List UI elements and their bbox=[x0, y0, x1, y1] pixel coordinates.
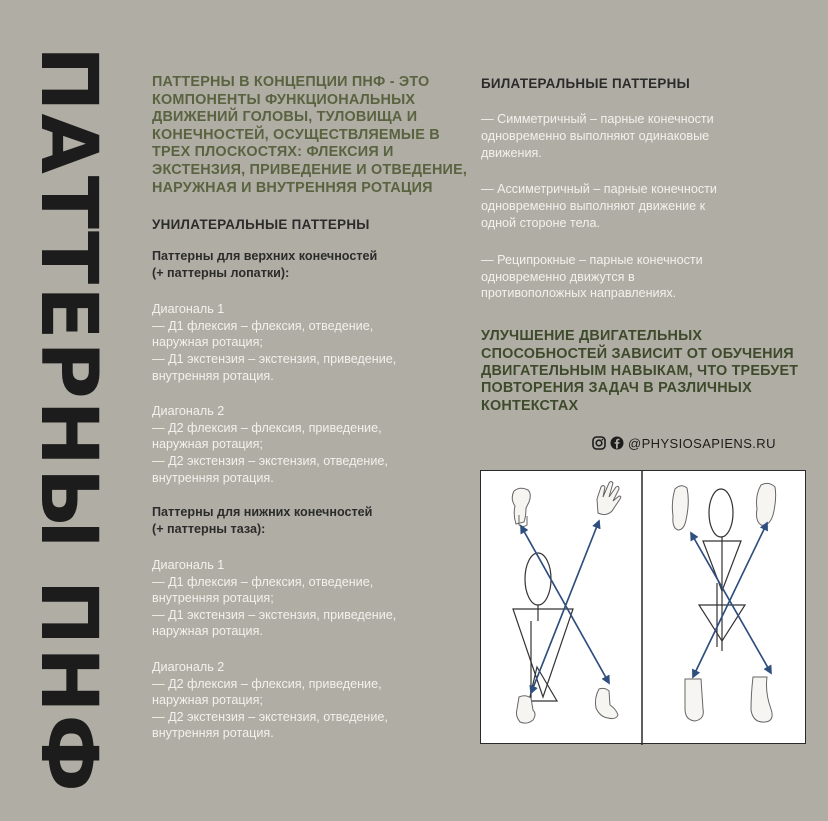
diagonal-line: наружная ротация; bbox=[152, 693, 263, 708]
diagonal-line: — Д1 экстензия – экстензия, приведение, bbox=[152, 351, 397, 366]
diagonal-title: Диагональ 1 bbox=[152, 558, 225, 573]
bilateral-line: — Симметричный – парные конечности bbox=[481, 112, 714, 126]
lower-diagonal-2 bbox=[152, 659, 472, 742]
diagonal-line: — Д1 флексия – флексия, отведение, bbox=[152, 318, 374, 333]
right-column bbox=[481, 76, 811, 415]
hand-icon-bottom-left bbox=[516, 696, 535, 723]
diagonal-line: — Д2 флексия – флексия, приведение, bbox=[152, 676, 382, 691]
diagonal-line: — Д1 флексия – флексия, отведение, bbox=[152, 574, 374, 589]
upper-limbs-heading bbox=[152, 248, 472, 282]
facebook-icon bbox=[610, 436, 624, 450]
social-handle-text: @PHYSIOSAPIENS.RU bbox=[628, 435, 776, 451]
instagram-icon bbox=[592, 436, 606, 450]
foot-icon-top-right bbox=[757, 483, 776, 525]
conclusion-text: УЛУЧШЕНИЕ ДВИГАТЕЛЬНЫХ СПОСОБНОСТЕЙ ЗАВИСИТ ОТ ОБУЧЕНИЯ ДВИГАТЕЛЬНЫМ НАВЫКАМ, ЧТО ТРЕБУЕТ ПОВТОРЕНИЯ ЗАДАЧ В РАЗЛИЧНЫХ КОНТЕКСТАХ bbox=[481, 328, 799, 414]
diagonal-title: Диагональ 2 bbox=[152, 404, 225, 419]
figure-head bbox=[525, 553, 551, 605]
diagonal-line: внутренняя ротация. bbox=[152, 470, 274, 485]
diagonal-arrow bbox=[531, 521, 599, 693]
diagonal-line: — Д2 экстензия – экстензия, отведение, bbox=[152, 453, 388, 468]
bilateral-line: одной стороне тела. bbox=[481, 215, 601, 230]
diagonal-title: Диагональ 2 bbox=[152, 660, 225, 675]
intro-paragraph: ПАТТЕРНЫ В КОНЦЕПЦИИ ПНФ - ЭТО КОМПОНЕНТЫ ФУНКЦИОНАЛЬНЫХ ДВИЖЕНИЙ ГОЛОВЫ, ТУЛОВИЩА И КОНЕЧНОСТЕЙ, ОСУЩЕСТВЛЯЕМЫЕ В ТРЕХ ПЛОСКОСТЯХ: ФЛЕКСИЯ И ЭКСТЕНЗИЯ, ПРИВЕДЕНИЕ И ОТВЕДЕНИЕ, НАРУЖНАЯ И ВНУТРЕННЯЯ РОТАЦИЯ bbox=[152, 74, 468, 196]
diagonal-line: — Д1 экстензия – экстензия, приведение, bbox=[152, 607, 397, 622]
social-handle[interactable] bbox=[592, 434, 776, 452]
bilateral-line: — Ассиметричный – парные конечности bbox=[481, 182, 717, 197]
bilateral-asymmetric bbox=[481, 181, 811, 231]
hand-icon-top-left bbox=[512, 488, 530, 526]
diagonal-line: наружная ротация; bbox=[152, 335, 263, 350]
lower-diagonal-1 bbox=[152, 557, 472, 640]
hand-icon-bottom-right bbox=[595, 688, 618, 718]
foot-icon-bottom-right bbox=[751, 677, 772, 722]
diagonal-line: — Д2 флексия – флексия, приведение, bbox=[152, 420, 382, 435]
lower-limbs-heading bbox=[152, 504, 472, 538]
page-title: ПАТТЕРНЫ ПНФ bbox=[23, 46, 113, 794]
bilateral-line: движения. bbox=[481, 145, 542, 160]
diagonal-line: наружная ротация; bbox=[152, 437, 263, 452]
diagonal-arrow bbox=[693, 523, 767, 677]
upper-limb-figure bbox=[513, 553, 573, 701]
diagonal-line: внутренняя ротация; bbox=[152, 591, 274, 606]
diagonal-line: наружная ротация. bbox=[152, 624, 263, 639]
unilateral-heading: УНИЛАТЕРАЛЬНЫЕ ПАТТЕРНЫ bbox=[152, 217, 370, 233]
pnf-diagram bbox=[480, 470, 806, 744]
upper-limbs-heading-line2: (+ паттерны лопатки): bbox=[152, 266, 290, 281]
bilateral-heading: БИЛАТЕРАЛЬНЫЕ ПАТТЕРНЫ bbox=[481, 76, 691, 91]
diagonal-arrow bbox=[691, 533, 771, 673]
bilateral-line: противоположных направлениях. bbox=[481, 286, 677, 301]
bilateral-line: одновременно выполняют одинаковые bbox=[481, 128, 710, 143]
figure-torso bbox=[513, 609, 573, 697]
foot-icon-bottom-left bbox=[685, 679, 703, 721]
diagonal-line: внутренняя ротация. bbox=[152, 368, 274, 383]
upper-diagonal-1 bbox=[152, 301, 472, 384]
bilateral-line: одновременно движутся в bbox=[481, 269, 635, 284]
hand-icon-top-right bbox=[597, 482, 621, 515]
diagonal-line: внутренняя ротация. bbox=[152, 726, 274, 741]
foot-icon-top-left bbox=[672, 486, 688, 530]
bilateral-line: одновременно выполняют движение к bbox=[481, 199, 706, 214]
vertical-title bbox=[18, 46, 118, 794]
diagonal-title: Диагональ 1 bbox=[152, 302, 225, 317]
bilateral-reciprocal bbox=[481, 252, 811, 302]
diagonal-line: — Д2 экстензия – экстензия, отведение, bbox=[152, 709, 388, 724]
lower-limbs-heading-line1: Паттерны для нижних конечностей bbox=[152, 505, 373, 520]
left-column bbox=[152, 74, 472, 742]
bilateral-line: — Реципрокные – парные конечности bbox=[481, 252, 703, 267]
upper-limbs-heading-line1: Паттерны для верхних конечностей bbox=[152, 249, 378, 264]
lower-limb-figure bbox=[699, 489, 745, 651]
lower-limbs-heading-line2: (+ паттерны таза): bbox=[152, 522, 266, 537]
figure-head bbox=[709, 489, 733, 537]
pnf-diagonal-patterns-illustration bbox=[481, 471, 807, 745]
upper-diagonal-2 bbox=[152, 403, 472, 486]
bilateral-symmetric bbox=[481, 111, 811, 161]
